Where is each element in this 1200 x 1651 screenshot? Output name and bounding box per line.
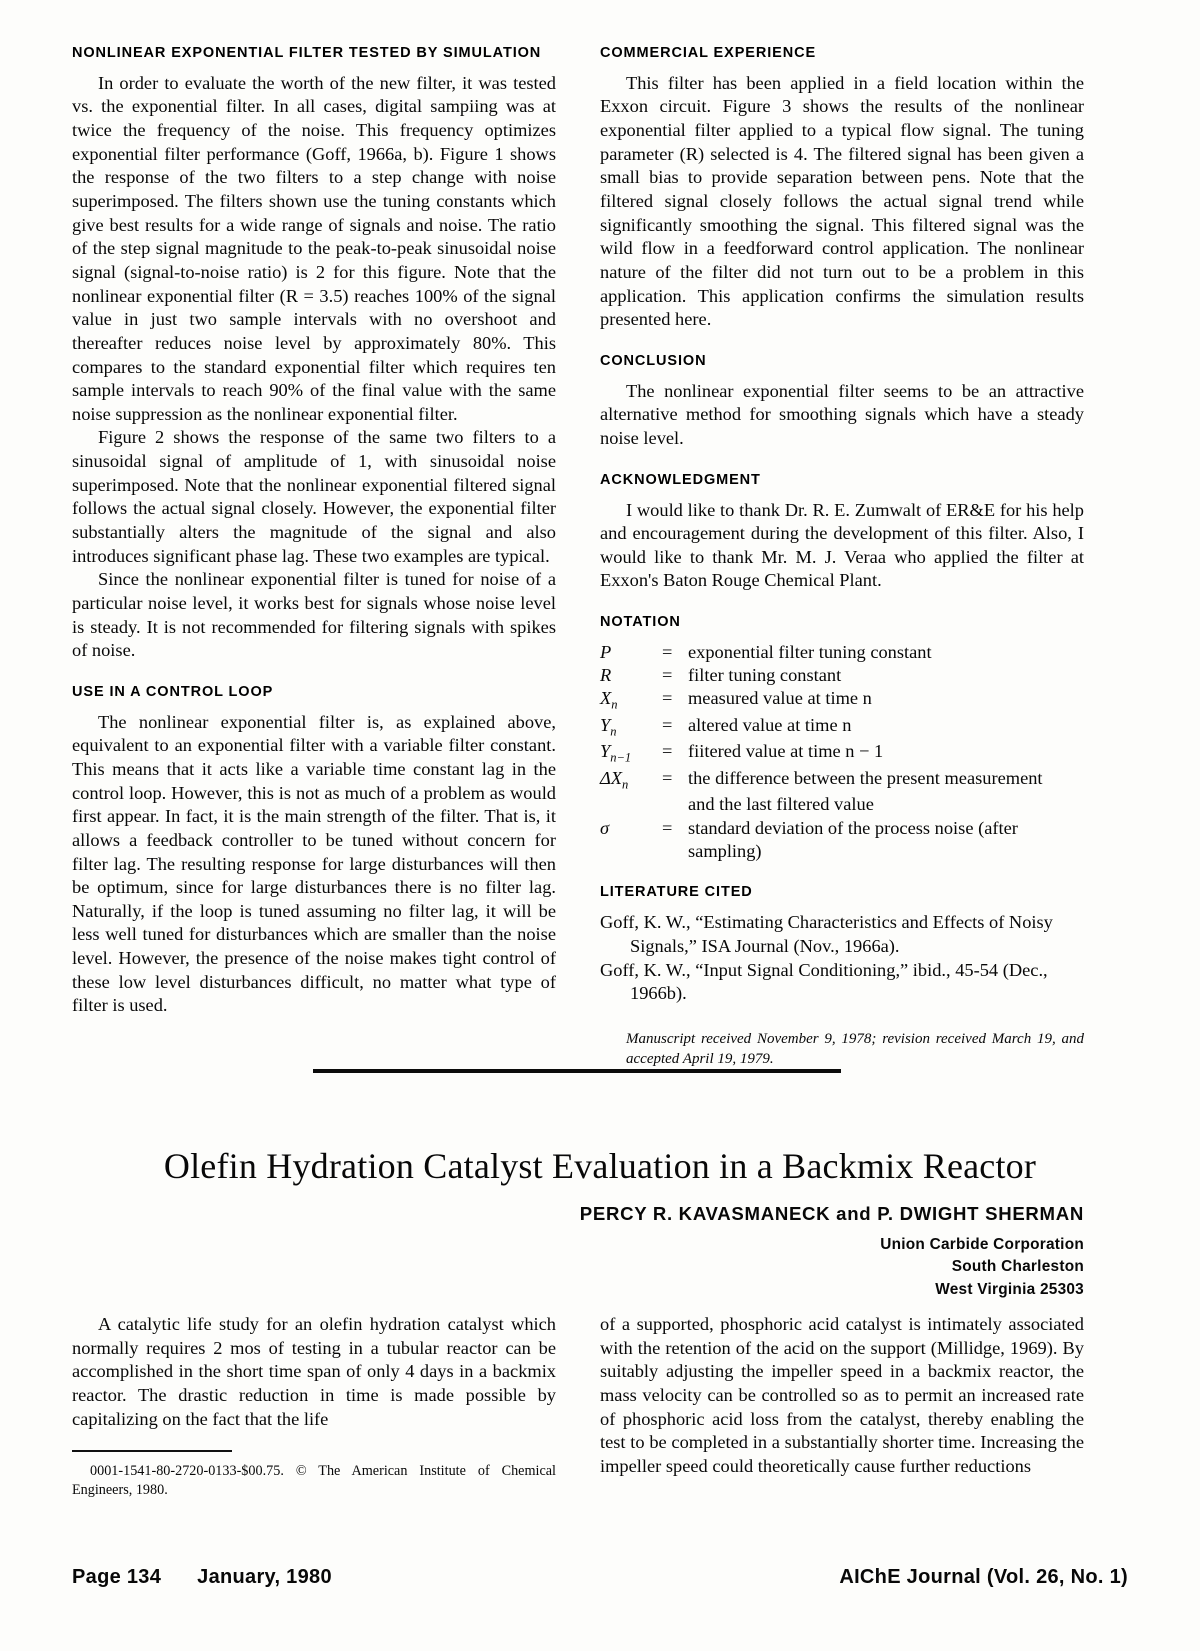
notation-equals-sign: = [662,741,673,762]
section-heading-notation: NOTATION [600,614,681,631]
notation-symbol: P [600,641,612,662]
notation-definition: filter tuning constant [688,665,842,686]
notation-definition-continued: and the last filtered value [688,794,874,815]
bottom-article-left-column [72,1313,556,1501]
bottom-article-right-column [600,1313,1084,1501]
author-byline: PERCY R. KAVASMANECK and P. DWIGHT SHERMAN [579,1203,1084,1224]
notation-equals-sign: = [662,665,673,686]
notation-equals-sign: = [662,714,673,735]
notation-row [600,714,1084,741]
article-divider-rule [313,1069,841,1073]
affiliation-organization: Union Carbide Corporation [880,1236,1084,1253]
section-heading-nonlinear-filter: NONLINEAR EXPONENTIAL FILTER TESTED BY SIMULATION [72,45,542,61]
page-title: Olefin Hydration Catalyst Evaluation in a Backmix Reactor [163,1146,1037,1186]
notation-row [600,740,1084,767]
page-number: Page 134 [72,1566,162,1588]
reference-entry: Goff, K. W., “Input Signal Conditioning,” ibid., 45-54 (Dec., 1966b). [600,959,1048,1004]
footnote-separator-rule [72,1450,232,1452]
notation-definition: measured value at time n [688,688,872,709]
top-article-right-column [600,44,1084,1085]
reference-entry: Goff, K. W., “Estimating Characteristics and Effects of Noisy Signals,” ISA Journal (Nov., 1966a). [600,912,1053,956]
notation-row [600,817,1084,840]
notation-row [600,687,1084,714]
notation-equals-sign: = [662,817,673,838]
section-heading-commercial-experience: COMMERCIAL EXPERIENCE [600,45,817,61]
notation-symbol: R [600,665,612,686]
top-article-left-column [72,44,556,1085]
notation-definition: fiitered value at time n − 1 [688,741,884,762]
affiliation-state-zip: West Virginia 25303 [935,1280,1084,1298]
section-heading-acknowledgment: ACKNOWLEDGMENT [600,471,761,488]
section-heading-literature-cited: LITERATURE CITED [600,884,753,901]
paragraph-simulation-1: In order to evaluate the worth of the new filter, it was tested vs. the exponential filter. In all cases, digital sampiing was at twice the frequency of the noise. This frequency optimizes exponential filter performance (Goff, 1966a, b). Figure 1 shows the response of the two filters to a step change with noise superimposed. The filters shown use the tuning constants which give best results for a wide range of signals and noise. The ratio of the step signal magnitude to the peak-to-peak sinusoidal noise signal (signal-to-noise ratio) is 2 for this figure. Note that the nonlinear exponential filter (R = 3.5) reaches 100% of the signal value in just two sample intervals with no overshoot and thereafter reduces noise level by approximately 80%. This compares to the standard exponential filter which requires ten sample intervals to reach 90% of the final value with the same noise suppression as the nonlinear exponential filter. [72,72,556,424]
notation-definition: exponential filter tuning constant [688,641,932,662]
paragraph-acknowledgment: I would like to thank Dr. R. E. Zumwalt of ER&E for his help and encouragement during the development of this filter. Also, I would like to thank Mr. M. J. Veraa who applied the filter at Exxon's Baton Rouge Chemical Plant. [600,499,1084,591]
notation-symbol: $Y_n$ [600,714,617,739]
top-article [72,44,1084,1085]
notation-equals-sign: = [662,688,673,709]
paragraph-abstract-left: A catalytic life study for an olefin hydration catalyst which normally requires 2 mos of testing in a tubular reactor can be accomplished in the short time span of only 4 days in a backmix reactor. The drastic reduction in time is made possible by capitalizing on the fact that the life [72,1314,556,1429]
section-heading-conclusion: CONCLUSION [600,352,707,369]
notation-row [600,664,1084,687]
paragraph-conclusion: The nonlinear exponential filter seems to be an attractive alternative method for smoothing signals which have a steady noise level. [600,380,1084,449]
footer-left-group [72,1566,332,1589]
author-affiliation [880,1234,1084,1301]
paragraph-simulation-3: Since the nonlinear exponential filter is tuned for noise of a particular noise level, it works best for signals whose noise level is steady. It is not recommended for filtering signals with spikes of noise. [72,569,556,661]
journal-reference: AIChE Journal (Vol. 26, No. 1) [839,1566,1128,1588]
notation-symbol: σ [600,817,610,838]
notation-equals-sign: = [662,767,673,788]
page-footer [72,1566,1128,1589]
issue-date: January, 1980 [197,1566,332,1588]
notation-definition: standard deviation of the process noise (after [688,817,1018,838]
section-heading-control-loop: USE IN A CONTROL LOOP [72,683,274,700]
manuscript-received-note: Manuscript received November 9, 1978; revision received March 19, and accepted April 19, 1979. [626,1030,1084,1067]
notation-symbol: $\Delta X_n$ [600,767,629,792]
paragraph-commercial-experience: This filter has been applied in a field location within the Exxon circuit. Figure 3 shows the results of the nonlinear exponential filter applied to a typical flow signal. The tuning parameter (R) selected is 4. The filtered signal has been given a small bias to provide separation between pens. Note that the filtered signal closely follows the actual signal trend while significantly smoothing the signal. This filtered signal was the wild flow in a feedforward control application. The nonlinear nature of the filter did not turn out to be a problem in this application. This application confirms the simulation results presented here. [600,72,1084,330]
notation-list [600,641,1084,863]
notation-row [600,641,1084,664]
notation-symbol: $Y_{n-1}$ [600,741,632,766]
notation-equals-sign: = [662,641,673,662]
notation-definition: the difference between the present measurement [688,767,1043,788]
affiliation-city: South Charleston [951,1258,1084,1276]
paragraph-simulation-2: Figure 2 shows the response of the same two filters to a sinusoidal signal of amplitude of 1, with sinusoidal noise superimposed. Note that the nonlinear exponential filtered signal follows the actual signal closely. However, the exponential filter substantially alters the magnitude of the signal and also introduces significant phase lag. These two examples are typical. [72,427,556,566]
paragraph-abstract-right: of a supported, phosphoric acid catalyst is intimately associated with the retention of the acid on the support (Millidge, 1969). By suitably adjusting the impeller speed in a backmix reactor, the mass velocity can be controlled so as to permit an increased rate of phosphoric acid loss from the catalyst, thereby enabling the test to be completed in a substantially shorter time. Increasing the impeller speed could theoretically cause further reductions [600,1314,1084,1476]
reference-list [600,911,1084,1006]
notation-definition-continued: sampling) [688,841,762,862]
notation-definition: altered value at time n [688,714,852,735]
bottom-article [72,1313,1084,1501]
paragraph-control-loop: The nonlinear exponential filter is, as explained above, equivalent to an exponential filter with a variable filter constant. This means that it acts like a variable time constant lag in the control loop. However, this is not as much of a problem as would first appear. In fact, it is the main strength of the filter. That is, it allows a feedback controller to be tuned without concern for filter lag. The resulting response for large disturbances will then be optimum, since for large disturbances there is no filter lag. Naturally, if the loop is tuned assuming no filter lag, it will be less well tuned for disturbances which are smaller than the noise level. However, the presence of the noise makes tight control of these low level disturbances difficult, no matter what type of filter is used. [72,711,556,1016]
notation-symbol: $X_n$ [600,688,618,713]
copyright-footnote: 0001-1541-80-2720-0133-$00.75. © The American Institute of Chemical Engineers, 1980. [72,1463,556,1499]
notation-row [600,767,1084,794]
